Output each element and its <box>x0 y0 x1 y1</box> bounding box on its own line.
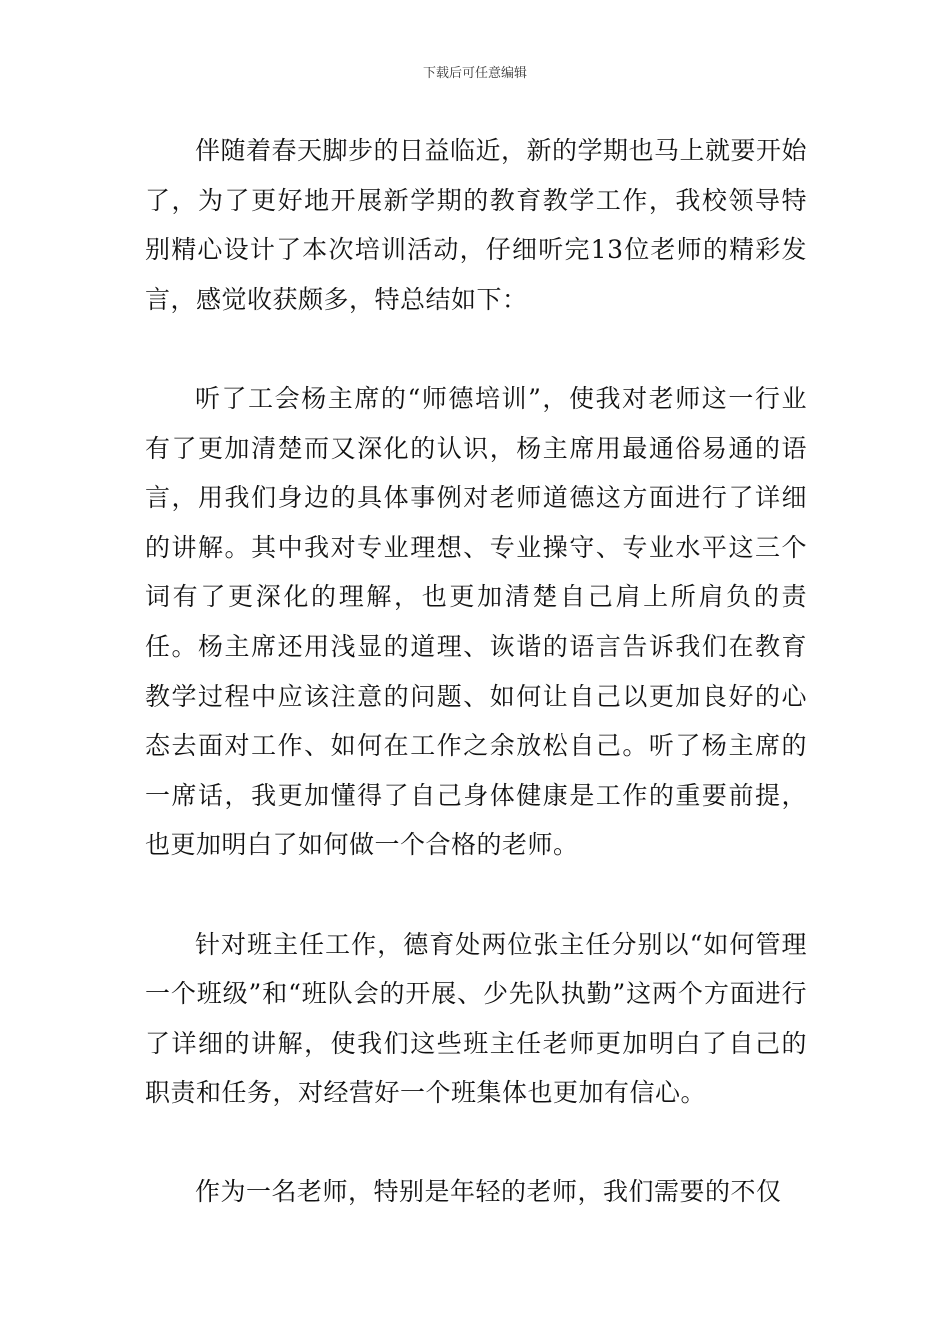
paragraph-class-teacher-work: 针对班主任工作，德育处两位张主任分别以“如何管理一个班级”和“班队会的开展、少先队执勤”这两个方面进行了详细的讲解，使我们这些班主任老师更加明白了自己的职责和任务，对经营好一个班集体也更加有信心。 <box>145 929 807 1108</box>
page-header: 下载后可任意编辑 <box>422 66 527 81</box>
paragraph-intro: 伴随着春天脚步的日益临近，新的学期也马上就要开始了，为了更好地开展新学期的教育教学工作，我校领导特别精心设计了本次培训活动，仔细听完13位老师的精彩发言，感觉收获颇多，特总结如下： <box>145 136 808 314</box>
document-body <box>145 126 807 1217</box>
paragraph-young-teacher: 作为一名老师，特别是年轻的老师，我们需要的不仅 <box>195 1177 782 1207</box>
paragraph-ethics-training: 听了工会杨主席的“师德培训”，使我对老师这一行业有了更加清楚而又深化的认识，杨主席用最通俗易通的语言，用我们身边的具体事例对老师道德这方面进行了详细的讲解。其中我对专业理想、专业操守、专业水平这三个词有了更深化的理解，也更加清楚自己肩上所肩负的责任。杨主席还用浅显的道理、诙谐的语言告诉我们在教育教学过程中应该注意的问题、如何让自己以更加良好的心态去面对工作、如何在工作之余放松自己。听了杨主席的一席话，我更加懂得了自己身体健康是工作的重要前提，也更加明白了如何做一个合格的老师。 <box>145 383 807 860</box>
